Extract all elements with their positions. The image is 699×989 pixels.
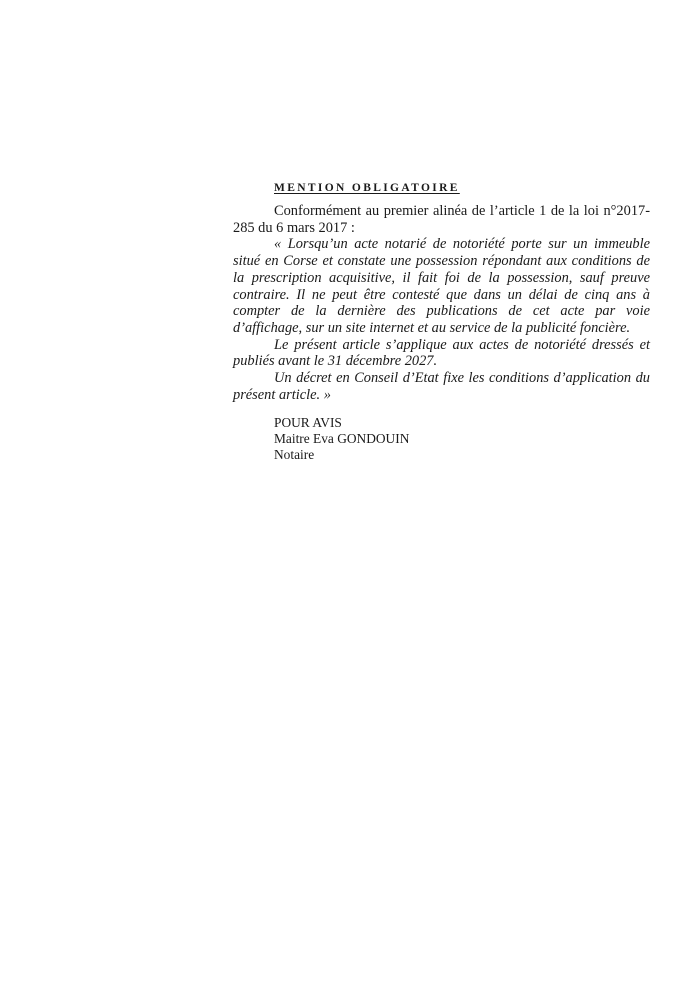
quote-paragraph-2: Le présent article s’applique aux actes de notoriété dressés et publiés avant le 31 décembre 2027.	[233, 336, 650, 370]
intro-paragraph: Conformément au premier alinéa de l’article 1 de la loi n°2017-285 du 6 mars 2017 :	[233, 203, 650, 236]
signature-name: Maitre Eva GONDOUIN	[274, 431, 410, 447]
signature-pour-avis: POUR AVIS	[274, 415, 342, 430]
quote-paragraph-3: Un décret en Conseil d’Etat fixe les conditions d’application du présent article. »	[233, 370, 650, 403]
document-title: MENTION OBLIGATOIRE	[274, 182, 460, 194]
document-body	[233, 203, 650, 403]
quote-paragraph-1: « Lorsqu’un acte notarié de notoriété porte sur un immeuble situé en Corse et constate une possession répondant aux conditions de la prescription acquisitive, il fait foi de la possession, sauf preuve contraire. Il ne peut être contesté que dans un délai de cinq ans à compter de la dernière des publications de cet acte par voie d’affichage, sur un site internet et au service de la publicité foncière.	[233, 236, 650, 336]
signature-block	[274, 415, 409, 464]
signature-role: Notaire	[274, 447, 315, 463]
